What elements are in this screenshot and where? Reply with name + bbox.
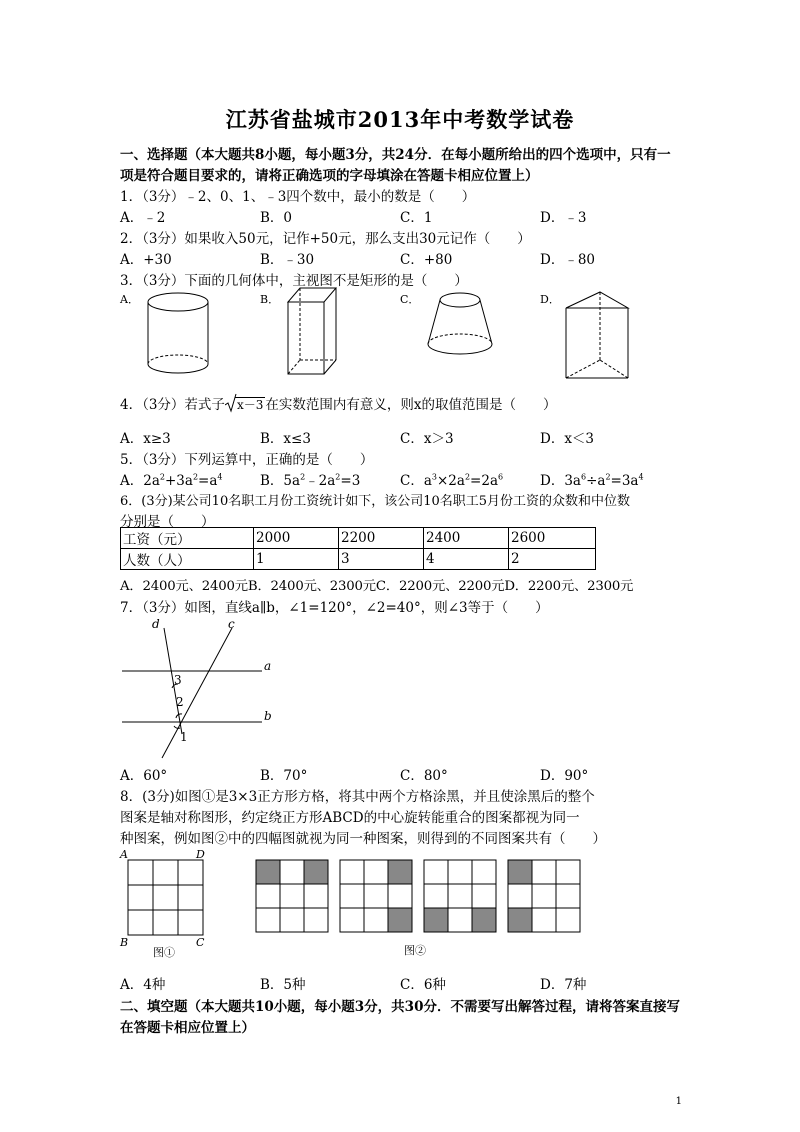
q7-stem: 7．（3分）如图，直线a∥b，∠1=120°，∠2=40°，则∠3等于（ ） <box>120 600 549 616</box>
frustum-figure <box>420 288 500 360</box>
q3-label-d: D． <box>540 293 560 306</box>
q3-label-c: C． <box>400 293 420 306</box>
q3-stem: 3．（3分）下面的几何体中，主视图不是矩形的是（ ） <box>120 273 468 289</box>
q4-radicand: x－3 <box>236 398 264 412</box>
wage-table <box>120 527 596 570</box>
q8-option-a: A．4种 <box>120 977 166 993</box>
q1-option-a: A．﹣2 <box>120 210 166 226</box>
table-cell: 2 <box>509 549 596 570</box>
q5-option-d: D．$3a^6\div a^2=3a^4$ <box>540 472 644 489</box>
q6-stem-line2: 分别是（ ） <box>120 514 215 530</box>
prism-figure <box>558 286 640 382</box>
label-3: 3 <box>174 673 182 687</box>
table-cell: 2400 <box>424 528 509 549</box>
q4-option-a: A．x≥3 <box>120 431 171 447</box>
grid-figure-2 <box>254 858 584 958</box>
q8-stem-line3: 种图案，例如图②中的四幅图就视为同一种图案，则得到的不同图案共有（ ） <box>120 831 606 847</box>
label-b: b <box>264 709 272 723</box>
q1-option-c: C．1 <box>400 210 433 226</box>
label-2: 2 <box>176 695 184 709</box>
table-cell: 工资（元） <box>121 528 254 549</box>
page-number: 1 <box>675 1096 682 1107</box>
q8-stem-line1: 8．(3分)如图①是3×3正方形方格，将其中两个方格涂黑，并且使涂黑后的整个 <box>120 789 595 805</box>
q8-option-d: D．7种 <box>540 977 587 993</box>
table-cell: 2200 <box>339 528 424 549</box>
q7-option-d: D．90° <box>540 768 589 784</box>
table-cell: 2000 <box>254 528 339 549</box>
q5-option-a: A．$2a^2+3a^2=a^4$ <box>120 472 223 489</box>
q3-label-b: B． <box>260 293 280 306</box>
label-C: C <box>196 936 205 949</box>
table-cell: 人数（人） <box>121 549 254 570</box>
q8-option-c: C．6种 <box>400 977 446 993</box>
q2-option-c: C．+80 <box>400 252 453 268</box>
q7-option-b: B．70° <box>260 768 308 784</box>
label-1: 1 <box>180 730 188 744</box>
q7-option-c: C．80° <box>400 768 448 784</box>
label-c: c <box>228 617 235 631</box>
q4-stem <box>120 393 556 413</box>
q5-option-c: C．$a^3\times 2a^2=2a^6$ <box>400 472 504 489</box>
page-title: 江苏省盐城市2013年中考数学试卷 <box>225 107 575 132</box>
label-B: B <box>120 936 129 949</box>
table-cell: 2600 <box>509 528 596 549</box>
table-cell: 3 <box>339 549 424 570</box>
label-d: d <box>152 617 160 631</box>
q3-label-a: A． <box>120 293 139 306</box>
q4-stem-after: 在实数范围内有意义，则x的取值范围是（ ） <box>265 397 557 413</box>
cylinder-figure <box>140 288 220 380</box>
label-D: D <box>196 848 205 861</box>
q6-stem-line1: 6．(3分)某公司10名职工月份工资统计如下，该公司10名职工5月份工资的众数和中位数 <box>120 494 631 509</box>
q1-option-d: D．﹣3 <box>540 210 587 226</box>
q2-option-a: A．+30 <box>120 252 172 268</box>
q4-stem-before: 4．（3分）若式子 <box>120 397 225 413</box>
q5-option-b: B．$5a^2﹣2a^2=3$ <box>260 472 361 489</box>
table-row <box>121 528 596 549</box>
label-A: A <box>120 848 128 861</box>
fig1-caption: 图① <box>153 946 175 958</box>
q8-stem-line2: 图案是轴对称图形，约定绕正方形ABCD的中心旋转能重合的图案都视为同一 <box>120 810 580 826</box>
section1-heading-line2: 项是符合题目要求的，请将正确选项的字母填涂在答题卡相应位置上） <box>120 168 539 184</box>
label-a: a <box>264 659 272 673</box>
q7-option-a: A．60° <box>120 768 168 784</box>
sqrt-expression <box>225 396 265 413</box>
q4-option-c: C．x＞3 <box>400 431 454 447</box>
q1-option-b: B．0 <box>260 210 293 226</box>
q8-option-b: B．5种 <box>260 977 306 993</box>
section2-heading-line1: 二、填空题（本大题共10小题，每小题3分，共30分．不需要写出解答过程，请将答案直接写 <box>120 999 680 1015</box>
table-row <box>121 549 596 570</box>
q1-stem: 1．（3分）﹣2、0、1、﹣3四个数中，最小的数是（ ） <box>120 189 476 205</box>
q5-stem: 5．（3分）下列运算中，正确的是（ ） <box>120 452 374 468</box>
q4-option-b: B．x≤3 <box>260 431 311 447</box>
table-cell: 1 <box>254 549 339 570</box>
q2-stem: 2．（3分）如果收入50元，记作+50元，那么支出30元记作（ ） <box>120 231 531 247</box>
fig2-caption: 图② <box>404 944 426 957</box>
parallel-lines-figure <box>118 616 278 762</box>
section2-heading-line2: 在答题卡相应位置上） <box>120 1020 255 1036</box>
cuboid-figure <box>280 282 350 382</box>
q2-option-b: B．﹣30 <box>260 252 315 268</box>
grid-figure-1 <box>118 846 218 958</box>
section1-heading-line1: 一、选择题（本大题共8小题，每小题3分，共24分．在每小题所给出的四个选项中，只有一 <box>120 147 671 163</box>
q2-option-d: D．﹣80 <box>540 252 596 268</box>
table-cell: 4 <box>424 549 509 570</box>
q6-options: A．2400元、2400元B．2400元、2300元C．2200元、2200元D．2200元、2300元 <box>120 579 634 594</box>
q4-option-d: D．x＜3 <box>540 431 595 447</box>
